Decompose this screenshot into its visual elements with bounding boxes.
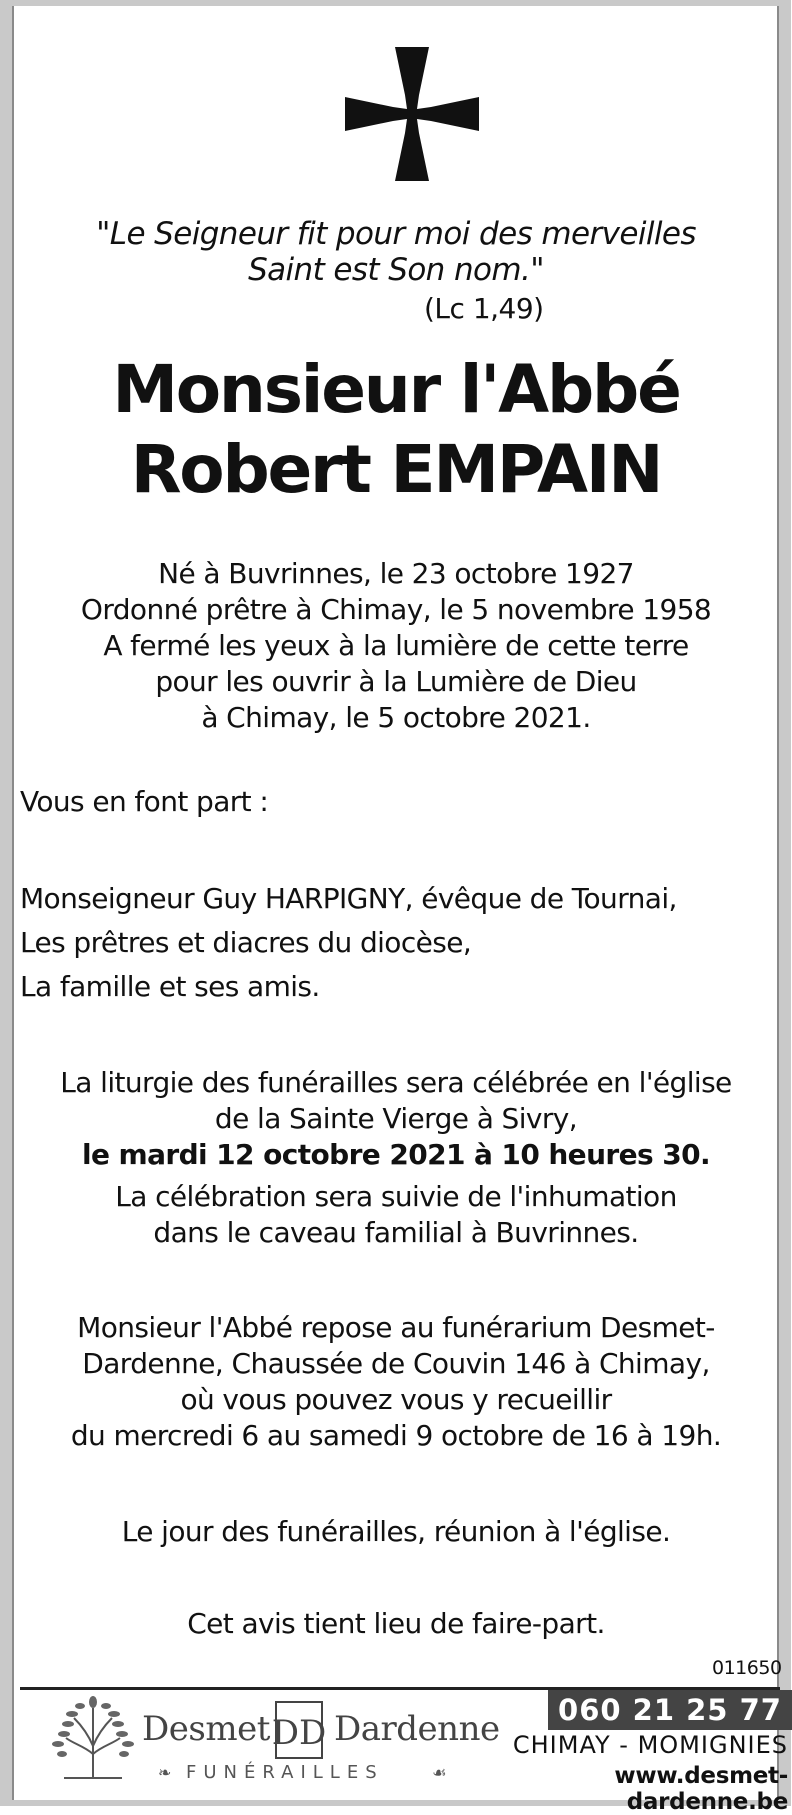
bio-line: Ordonné prêtre à Chimay, le 5 novembre 1958 <box>80 593 712 626</box>
quote-line-1: "Le Seigneur fit pour moi des merveilles <box>96 216 696 252</box>
biography <box>16 556 776 736</box>
frame-inner-left <box>12 6 14 1800</box>
tree-logo-icon <box>44 1694 142 1780</box>
logo-name-dardenne: Dardenne <box>334 1709 500 1749</box>
notice-text: Cet avis tient lieu de faire-part. <box>187 1607 605 1640</box>
dd-monogram-icon <box>271 1700 327 1760</box>
quote-line-2: Saint est Son nom." <box>248 252 544 288</box>
bio-line: pour les ouvrir à la Lumière de Dieu <box>155 665 637 698</box>
funerarium-info <box>16 1310 776 1454</box>
rest-line: du mercredi 6 au samedi 9 octobre de 16 à 19h. <box>70 1419 722 1452</box>
logo-subtitle: FUNÉRAILLES <box>186 1762 384 1783</box>
liturgy-line: La célébration sera suivie de l'inhumation <box>115 1180 677 1213</box>
name-line-1: Monsieur l'Abbé <box>112 351 680 428</box>
reference-number: 011650 <box>712 1657 782 1679</box>
liturgy-date: le mardi 12 octobre 2021 à 10 heures 30. <box>81 1138 711 1171</box>
monogram-text: DD <box>271 1713 327 1753</box>
liturgy-line: de la Sainte Vierge à Sivry, <box>214 1102 578 1135</box>
deceased-name <box>16 350 776 510</box>
frame-right <box>779 0 791 1806</box>
maltese-cross-icon <box>345 47 479 181</box>
towns: CHIMAY - MOMIGNIES <box>512 1731 788 1759</box>
liturgy-line: La liturgie des funérailles sera célébrée en l'église <box>60 1066 732 1099</box>
bio-line: à Chimay, le 5 octobre 2021. <box>201 701 591 734</box>
announcers-list <box>20 877 677 1009</box>
announce-heading: Vous en font part : <box>20 785 269 818</box>
liturgy-line: dans le caveau familial à Buvrinnes. <box>153 1216 639 1249</box>
frame-left <box>0 0 12 1806</box>
logo-name-desmet: Desmet <box>142 1709 270 1749</box>
frame-top <box>0 0 791 6</box>
website-link[interactable]: www.desmet-dardenne.be <box>614 1763 788 1815</box>
quote-reference: (Lc 1,49) <box>424 292 544 325</box>
name-line-2: Robert EMPAIN <box>130 431 662 508</box>
rest-line: Dardenne, Chaussée de Couvin 146 à Chimay, <box>82 1347 710 1380</box>
rest-line: où vous pouvez vous y recueillir <box>180 1383 612 1416</box>
rest-line: Monsieur l'Abbé repose au funérarium Desmet- <box>77 1311 715 1344</box>
bio-line: Né à Buvrinnes, le 23 octobre 1927 <box>158 557 634 590</box>
scripture-quote <box>16 216 776 288</box>
announcer: La famille et ses amis. <box>20 970 320 1003</box>
announcer: Les prêtres et diacres du diocèse, <box>20 926 472 959</box>
liturgy-info <box>16 1065 776 1251</box>
ornament-right-icon: ☙ <box>432 1763 447 1782</box>
frame-inner-right <box>777 6 779 1800</box>
announcer: Monseigneur Guy HARPIGNY, évêque de Tournai, <box>20 882 677 915</box>
bio-line: A fermé les yeux à la lumière de cette terre <box>103 629 689 662</box>
meeting-info: Le jour des funérailles, réunion à l'église. <box>121 1515 671 1548</box>
phone-number: 060 21 25 77 <box>558 1693 782 1727</box>
ornament-left-icon: ❧ <box>158 1763 172 1782</box>
